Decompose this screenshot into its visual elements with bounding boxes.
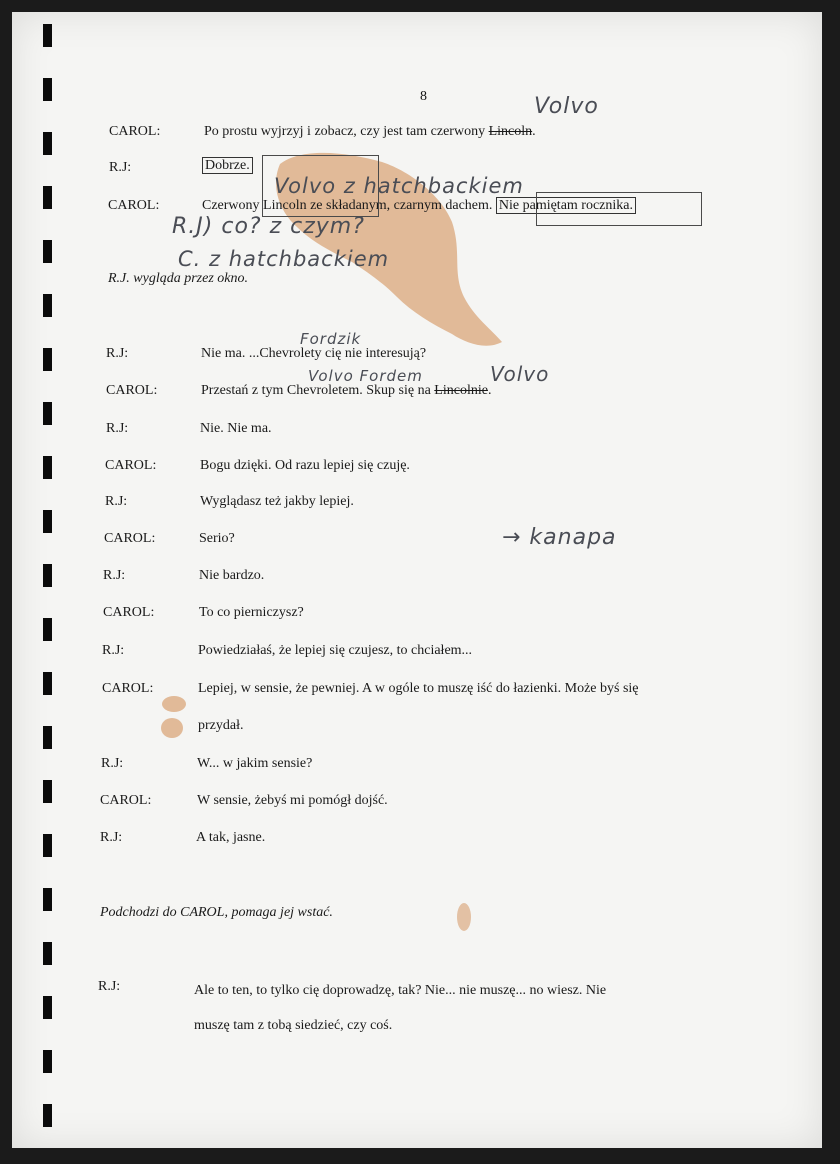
speaker-label: CAROL: (103, 605, 155, 620)
struck-word: Lincolnie (434, 383, 488, 398)
dialogue-line: Wyglądasz też jakby lepiej. (200, 494, 354, 509)
speaker-label: CAROL: (106, 383, 158, 398)
boxed-text: Dobrze. (202, 157, 253, 174)
struck-word: Lincoln (488, 124, 533, 139)
dialogue-line: Nie. Nie ma. (200, 421, 272, 436)
dialogue-line: Bogu dzięki. Od razu lepiej się czuję. (200, 458, 410, 473)
script-page (12, 12, 822, 1148)
dialogue-line (202, 158, 253, 174)
binding-hole (43, 1050, 52, 1073)
dialogue-text: Czerwony Lincoln ze składanym, czarnym dachem. (202, 198, 496, 213)
handwritten-box (536, 192, 702, 226)
page-number: 8 (420, 89, 427, 104)
binding-hole (43, 564, 52, 587)
binding-hole (43, 618, 52, 641)
handwritten-note: Volvo (534, 94, 599, 119)
speaker-label: CAROL: (100, 793, 152, 808)
speaker-label: CAROL: (102, 681, 154, 696)
binding-hole (43, 132, 52, 155)
speaker-label: R.J: (100, 830, 123, 845)
handwritten-note: Volvo (490, 362, 550, 386)
binding-hole (43, 780, 52, 803)
speaker-label: R.J: (101, 756, 124, 771)
handwritten-note: C. z hatchbackiem (178, 247, 390, 271)
speaker-label: R.J: (98, 979, 121, 994)
binding-hole (43, 510, 52, 533)
handwritten-note: Volvo Fordem (308, 367, 423, 385)
binding-hole (43, 348, 52, 371)
dialogue-line (201, 383, 491, 399)
dialogue-line: Serio? (199, 531, 235, 546)
dialogue-continuation: przydał. (198, 718, 244, 733)
binding-hole (43, 726, 52, 749)
speaker-label: CAROL: (104, 531, 156, 546)
dialogue-continuation: muszę tam z tobą siedzieć, czy coś. (194, 1018, 393, 1033)
dialogue-line (204, 124, 536, 140)
speaker-label: CAROL: (105, 458, 157, 473)
binding-hole (43, 888, 52, 911)
speaker-label: CAROL: (108, 198, 160, 213)
handwritten-note: → kanapa (502, 525, 617, 550)
handwritten-note: R.J) co? z czym? (172, 214, 365, 239)
binding-hole (43, 294, 52, 317)
dialogue-text: . (532, 124, 536, 139)
dialogue-line: A tak, jasne. (196, 830, 266, 845)
dialogue-line: Lepiej, w sensie, że pewniej. A w ogóle to muszę iść do łazienki. Może byś się (198, 681, 639, 696)
binding-hole (43, 402, 52, 425)
dialogue-line: Nie ma. ...Chevrolety cię nie interesują? (201, 346, 427, 361)
dialogue-line: W... w jakim sensie? (197, 756, 313, 771)
binding-hole (43, 834, 52, 857)
stage-direction: Podchodzi do CAROL, pomaga jej wstać. (100, 905, 333, 920)
dialogue-line: W sensie, żebyś mi pomógł dojść. (197, 793, 388, 808)
dialogue-text: . (487, 383, 492, 398)
binding-hole (43, 1104, 52, 1127)
binding-hole (43, 672, 52, 695)
binding-hole (43, 942, 52, 965)
binding-hole (43, 24, 52, 47)
stage-direction: R.J. wygląda przez okno. (108, 271, 248, 286)
dialogue-line: Nie bardzo. (199, 568, 265, 583)
speaker-label: R.J: (103, 568, 126, 583)
handwritten-note: Volvo z hatchbackiem (274, 174, 524, 198)
dialogue-line: Ale to ten, to tylko cię doprowadzę, tak? Nie... nie muszę... no wiesz. Nie (194, 983, 607, 998)
speaker-label: R.J: (102, 643, 125, 658)
speaker-label: R.J: (106, 346, 129, 361)
speaker-label: CAROL: (109, 124, 161, 139)
binding-hole (43, 996, 52, 1019)
binding-hole (43, 240, 52, 263)
speaker-label: R.J: (105, 494, 128, 509)
binding-hole (43, 456, 52, 479)
dialogue-line: Powiedziałaś, że lepiej się czujesz, to chciałem... (198, 643, 473, 658)
dialogue-text: Po prostu wyjrzyj i zobacz, czy jest tam czerwony (204, 124, 489, 139)
dialogue-text: Przestań z tym Chevroletem. Skup się na (201, 383, 435, 398)
boxed-text: Nie pamiętam rocznika. (496, 197, 636, 214)
dialogue-line: To co pierniczysz? (199, 605, 304, 620)
handwritten-note: Fordzik (300, 330, 362, 348)
speaker-label: R.J: (106, 421, 129, 436)
binding-hole (43, 186, 52, 209)
speaker-label: R.J: (109, 160, 132, 175)
binding-hole (43, 78, 52, 101)
